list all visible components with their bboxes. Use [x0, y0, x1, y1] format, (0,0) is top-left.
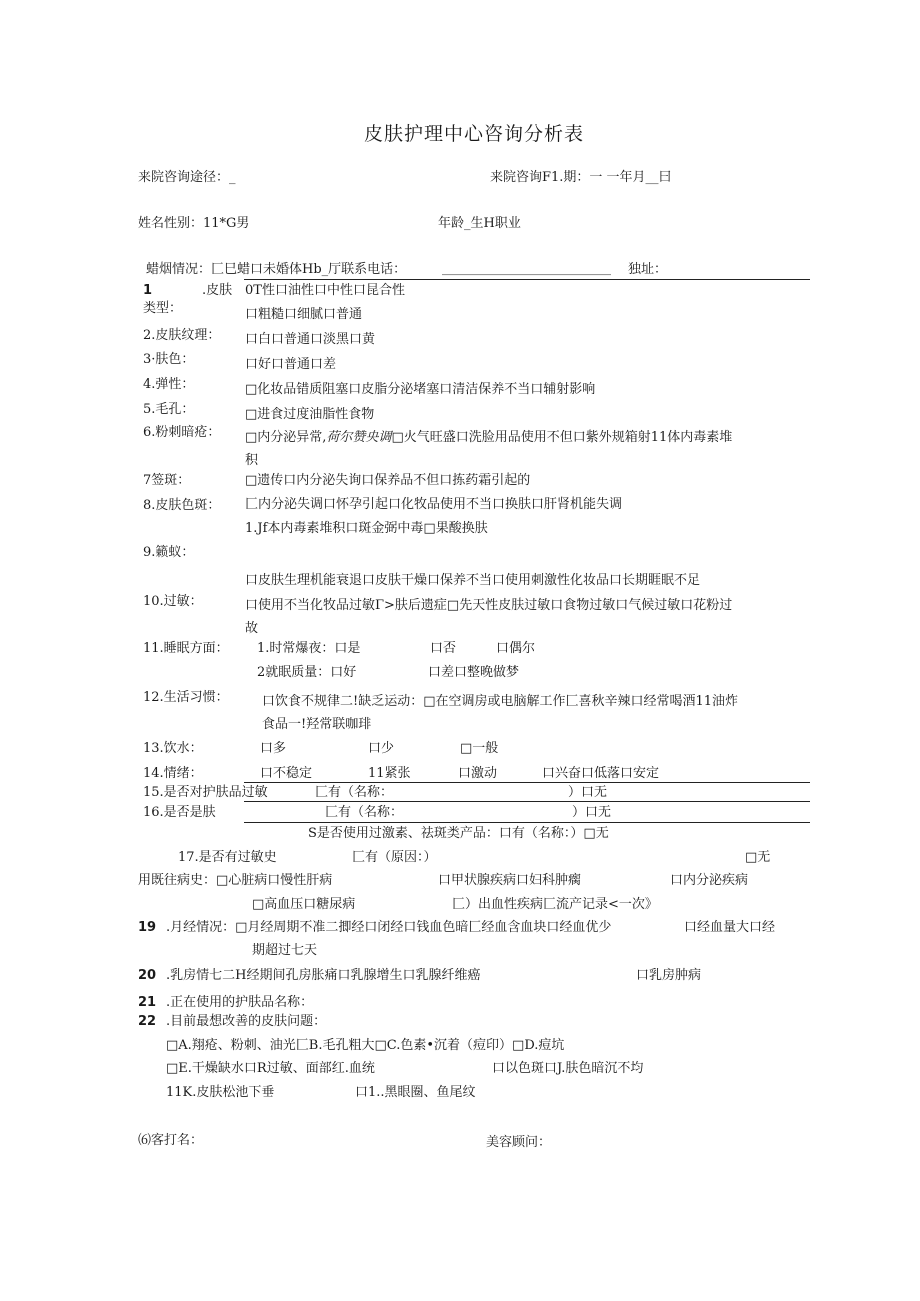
section-5-options: □进食过度油脂性食物 — [245, 407, 375, 422]
section-16-yes: 匚有（名称： — [325, 805, 404, 820]
water-normal: □一般 — [460, 741, 499, 756]
water-little: 口少 — [368, 741, 395, 756]
page-title: 皮肤护理中心咨询分析表 — [364, 123, 585, 145]
divider-line — [244, 782, 810, 783]
skin-problem-row-2b: 口以色斑口J.肤色暗沉不均 — [492, 1061, 644, 1076]
section-1-options-2: 口粗糙口细腻口普通 — [245, 307, 363, 322]
section-20-options: .乳房情七二H经期间孔房胀痛口乳腺增生口乳腺纤维癌 — [166, 968, 481, 983]
divider-line — [244, 801, 810, 802]
medical-history-c: 口内分泌疾病 — [670, 873, 749, 888]
section-11-label: 11.睡眠方面： — [143, 641, 229, 656]
section-9-options: 口皮肤生理机能衰退口皮肤干燥口保养不当口使用刺激性化妆品口长期睚眠不足 — [245, 573, 701, 588]
age-job: 年龄_生H职业 — [438, 216, 521, 231]
section-7-options: □遗传口内分泌失询口保养品不但口拣药霜引起的 — [245, 473, 531, 488]
phone-blank: __________________________ — [442, 261, 611, 276]
section-13-label: 13.饮水： — [143, 741, 203, 756]
sleep-late-no: 口否 — [430, 641, 457, 656]
section-1-label: .皮肤 — [202, 283, 233, 298]
divider-line — [244, 822, 810, 823]
section-4-label: 4.弹性： — [143, 377, 195, 392]
section-3-options: 口好口普通口差 — [245, 357, 337, 372]
section-20-options-b: 口乳房肿病 — [636, 968, 702, 983]
medical-history-a: 用既往病史：□心脏病口慢性肝病 — [138, 873, 333, 888]
mood-unstable: 口不稳定 — [260, 766, 313, 781]
section-2-label: 2.皮肤纹理： — [143, 328, 221, 343]
medical-history-e: 匚）出血性疾病匚流产记录<一次》 — [452, 897, 658, 912]
customer-signature: ⑹客打名： — [138, 1133, 204, 1148]
section-14-label: 14.情绪： — [143, 766, 203, 781]
visit-route: 来院咨询途径：_ — [138, 170, 236, 185]
sleep-late-question: 1.时常爆夜：口是 — [257, 641, 361, 656]
section-6-option-c: □火气旺盛口洗脸用品使用不但口紫外规箱射11体内毒素堆 — [391, 430, 733, 445]
section-8-options: 匚内分泌失调口怀孕引起口化牧品使用不当口换肤口肝肾机能失调 — [245, 497, 623, 512]
section-6-option-b: 荷尔赞央调 — [326, 430, 392, 445]
mood-other: 口兴奋口低落口安定 — [542, 766, 660, 781]
medical-history-b: 口甲状腺疾病口妇科肿瘸 — [438, 873, 582, 888]
section-8-options-2: 1.Jf本内毒素堆积口斑金弼中毒□果酸换肤 — [245, 521, 488, 536]
section-21-text: .正在使用的护肤品名称： — [166, 995, 314, 1010]
section-15-label: 15.是否对护肤品过敏 — [143, 785, 268, 800]
name-gender: 姓名性别：11*G男 — [138, 216, 250, 231]
visit-date: 来院咨询F1.期：一 一年月__曰 — [490, 170, 672, 185]
section-21-number: 21 — [138, 995, 157, 1010]
address: 独址： — [628, 262, 668, 277]
section-6-options-2: 积 — [245, 453, 259, 468]
section-16-no: ）口无 — [572, 805, 612, 820]
section-22-text: .目前最想改善的皮肤问题： — [166, 1014, 327, 1029]
section-10-label: 10.过敏： — [143, 594, 203, 609]
section-2-options: 口白口普通口淡黑口黄 — [245, 332, 376, 347]
section-17-label: 17.是否有过敏史 — [178, 850, 277, 865]
marriage-phone: 蜡烟情况：匚巳蜡口未婚体Hb_厅联系电话： — [146, 262, 407, 277]
section-6-label: 6.粉刺暗疮： — [143, 425, 221, 440]
section-19-options-2: 期超过七天 — [252, 943, 318, 958]
section-20-number: 20 — [138, 968, 157, 983]
section-12-options-2: 食品一!羟常联咖琲 — [262, 717, 372, 732]
section-15-yes: 匚有（名称： — [315, 785, 394, 800]
section-19-number: 19 — [138, 920, 157, 935]
sleep-late-sometimes: 口偶尔 — [496, 641, 536, 656]
beauty-consultant: 美容顾问： — [486, 1135, 552, 1150]
section-15-no: ）口无 — [568, 785, 608, 800]
section-9-label: 9.籁蚁： — [143, 545, 195, 560]
section-6-option-a: □内分泌异常, — [245, 430, 327, 445]
section-8-label: 8.皮肤色斑： — [143, 498, 221, 513]
section-12-label: 12.生活习惯： — [143, 690, 229, 705]
hormone-question: S是否使用过激素、祛斑类产品：口有（名称：）□无 — [308, 826, 609, 841]
water-much: 口多 — [260, 741, 287, 756]
section-1-label-2: 类型： — [143, 301, 183, 316]
section-10-options: 口使用不当化牧品过敏Γ>肤后遗症□先天性皮肤过敏口食物过敏口气候过敏口花粉过 — [245, 598, 733, 613]
section-22-number: 22 — [138, 1014, 157, 1029]
sleep-quality-options: 口差口整晚做梦 — [428, 665, 520, 680]
section-5-label: 5.毛孔： — [143, 402, 195, 417]
section-19-options: .月经情况：□月经周期不准二揤经口闭经口钱血色暗匚经血含血块口经血优少 — [166, 920, 612, 935]
section-16-label: 16.是否是肤 — [143, 805, 216, 820]
skin-problem-row-3b: 口1..黑眼圈、鱼尾纹 — [355, 1085, 476, 1100]
section-4-options: □化妆品错质阻塞口皮脂分泌堵塞口清洁保养不当口辅射影响 — [245, 382, 596, 397]
section-12-options: 口饮食不规律二!缺乏运动：□在空调房或电脑解工作匚喜秋辛辣口经常喝酒11油炸 — [262, 694, 739, 709]
mood-excited: 口激动 — [458, 766, 498, 781]
section-17-no: □无 — [745, 850, 771, 865]
section-3-label: 3·肤色： — [143, 352, 195, 367]
skin-problem-row-1: □A.翔疮、粉刺、油光匚B.毛孔粗大□C.色素•沉着（痘印）□D.痘坑 — [166, 1038, 565, 1053]
section-6-options — [245, 430, 732, 446]
section-7-label: 7签斑： — [143, 473, 191, 488]
skin-problem-row-2a: □E.干燥缺水口R过敏、面部红.血统 — [166, 1061, 375, 1076]
section-19-options-b: 口经血量大口经 — [684, 920, 776, 935]
section-1-options: 0T性口油性口中性口昆合性 — [245, 283, 405, 298]
divider-line — [244, 279, 810, 280]
medical-history-d: □高血压口糖尿病 — [252, 897, 356, 912]
sleep-quality-question: 2就眠质量：口好 — [257, 665, 357, 680]
section-10-options-2: 故 — [245, 621, 259, 636]
skin-problem-row-3a: 11K.皮肤松池下垂 — [166, 1085, 275, 1100]
mood-nervous: 11紧张 — [368, 766, 411, 781]
section-1-number: 1 — [143, 283, 153, 298]
section-17-yes: 匚有（原因：） — [352, 850, 437, 865]
